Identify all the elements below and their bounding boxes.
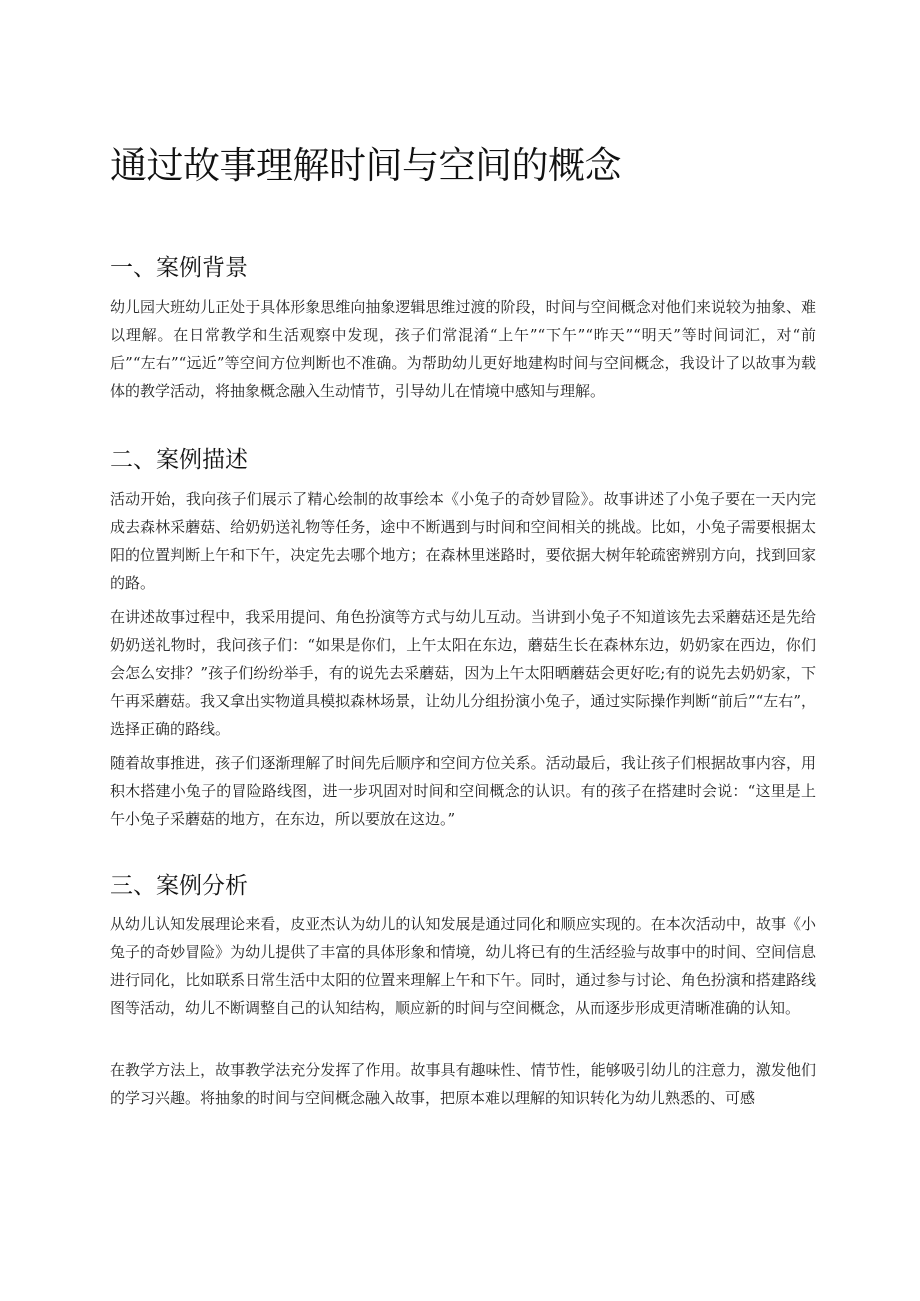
paragraph-description-3: 随着故事推进，孩子们逐渐理解了时间先后顺序和空间方位关系。活动最后，我让孩子们根据故事内容，用积木搭建小兔子的冒险路线图，进一步巩固对时间和空间概念的认识。有的孩子在搭建时会说：“这里是上午小兔子采蘑菇的地方，在东边，所以要放在这边。” xyxy=(110,754,816,828)
paragraph-analysis-2: 在教学方法上，故事教学法充分发挥了作用。故事具有趣味性、情节性，能够吸引幼儿的注意力，激发他们的学习兴趣。将抽象的时间与空间概念融入故事，把原本难以理解的知识转化为幼儿熟悉的、可感 xyxy=(110,1061,816,1107)
paragraph-analysis-1: 从幼儿认知发展理论来看，皮亚杰认为幼儿的认知发展是通过同化和顺应实现的。在本次活动中，故事《小兔子的奇妙冒险》为幼儿提供了丰富的具体形象和情境，幼儿将已有的生活经验与故事中的时间、空间信息进行同化，比如联系日常生活中太阳的位置来理解上午和下午。同时，通过参与讨论、角色扮演和搭建路线图等活动，幼儿不断调整自己的认知结构，顺应新的时间与空间概念，从而逐步形成更清晰准确的认知。 xyxy=(110,915,816,1017)
paragraph-description-1: 活动开始，我向孩子们展示了精心绘制的故事绘本《小兔子的奇妙冒险》。故事讲述了小兔子要在一天内完成去森林采蘑菇、给奶奶送礼物等任务，途中不断遇到与时间和空间相关的挑战。比如，小兔子需要根据太阳的位置判断上午和下午，决定先去哪个地方；在森林里迷路时，要依据大树年轮疏密辨别方向，找到回家的路。 xyxy=(110,490,816,592)
section-heading-description: 二、案例描述 xyxy=(110,447,248,473)
paragraph-background-1: 幼儿园大班幼儿正处于具体形象思维向抽象逻辑思维过渡的阶段，时间与空间概念对他们来说较为抽象、难以理解。在日常教学和生活观察中发现，孩子们常混淆“上午”“下午”“昨天”“明天”等时间词汇，对“前后”“左右”“远近”等空间方位判断也不准确。为帮助幼儿更好地建构时间与空间概念，我设计了以故事为载体的教学活动，将抽象概念融入生动情节，引导幼儿在情境中感知与理解。 xyxy=(110,298,816,400)
section-heading-background: 一、案例背景 xyxy=(110,255,248,281)
paragraph-description-2: 在讲述故事过程中，我采用提问、角色扮演等方式与幼儿互动。当讲到小兔子不知道该先去采蘑菇还是先给奶奶送礼物时，我问孩子们：“如果是你们，上午太阳在东边，蘑菇生长在森林东边，奶奶家在西边，你们会怎么安排？”孩子们纷纷举手，有的说先去采蘑菇，因为上午太阳晒蘑菇会更好吃;有的说先去奶奶家，下午再采蘑菇。我又拿出实物道具模拟森林场景，让幼儿分组扮演小兔子，通过实际操作判断“前后”“左右”，选择正确的路线。 xyxy=(110,608,816,738)
document-title: 通过故事理解时间与空间的概念 xyxy=(110,144,621,187)
section-heading-analysis: 三、案例分析 xyxy=(110,873,248,899)
